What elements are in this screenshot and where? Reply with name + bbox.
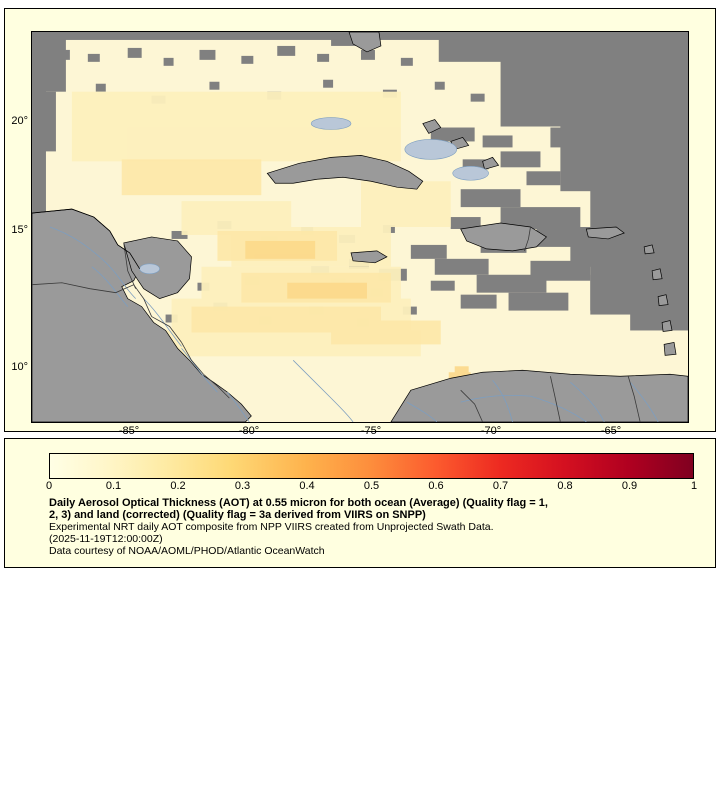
- y-tick-label: 15°: [11, 224, 28, 236]
- colorbar-tick: 0: [45, 480, 53, 492]
- x-tick-label: -75°: [360, 425, 382, 437]
- colorbar-ticks: [45, 480, 698, 496]
- map-svg: [32, 32, 688, 422]
- latitude-axis: [5, 9, 31, 431]
- map-plot-area[interactable]: [31, 31, 689, 423]
- legend-sub-line2: (2025-11-19T12:00:00Z): [49, 533, 163, 545]
- colorbar-tick: 0.4: [299, 480, 315, 492]
- colorbar-tick: 0.5: [363, 480, 380, 492]
- legend-panel: [4, 438, 716, 568]
- x-tick-label: -65°: [600, 425, 622, 437]
- colorbar-tick: 0.6: [428, 480, 444, 492]
- y-tick-label: 20°: [11, 115, 28, 127]
- colorbar-tick: 1: [690, 480, 698, 492]
- legend-title-line2: 2, 3) and land (corrected) (Quality flag = 3a derived from VIIRS on SNPP): [49, 509, 426, 521]
- legend-title-line1: Daily Aerosol Optical Thickness (AOT) at 0.55 micron for both ocean (Average) (Quality flag = 1,: [49, 497, 548, 509]
- colorbar-tick: 0.9: [621, 480, 638, 492]
- colorbar-tick: 0.3: [234, 480, 251, 492]
- x-tick-label: -80°: [238, 425, 260, 437]
- colorbar: [49, 453, 694, 479]
- colorbar-gradient: [49, 453, 694, 479]
- legend-sub-line3: Data courtesy of NOAA/AOML/PHOD/Atlantic OceanWatch: [49, 545, 325, 557]
- map-panel: [4, 8, 716, 437]
- x-tick-label: -70°: [480, 425, 502, 437]
- colorbar-tick: 0.7: [492, 480, 509, 492]
- legend-sub-line1: Experimental NRT daily AOT composite from NPP VIIRS created from Unprojected Swath Data.: [49, 521, 494, 533]
- colorbar-tick: 0.2: [170, 480, 186, 492]
- y-tick-label: 10°: [11, 361, 28, 373]
- colorbar-tick: 0.1: [105, 480, 122, 492]
- colorbar-tick: 0.8: [557, 480, 573, 492]
- legend-caption: [49, 497, 699, 557]
- x-tick-label: -85°: [118, 425, 140, 437]
